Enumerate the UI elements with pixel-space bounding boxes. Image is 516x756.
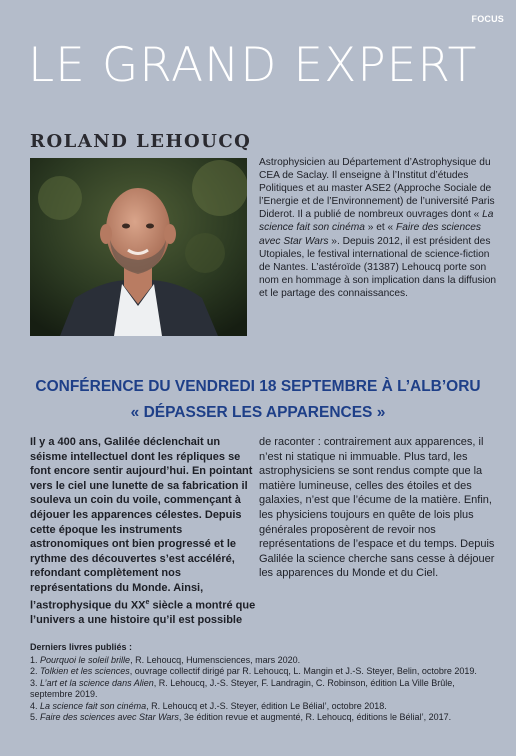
book-number: 5. [30,712,41,722]
recent-books-list [30,642,496,724]
article-column-right: de raconter : contrairement aux apparences, il n’est ni statique ni immuable. Plus tard, les astrophysiciens se sont rendus compte que la matière lumineuse, celles des étoiles et des galaxies, n’est que l’écume de la matière. Enfin, les physiciens toujours en quête de lois plus générales proposèrent de revoir nos représentations de l’espace et du temps. Depuis Galilée la science cherche sans cesse à déjouer les apparences du Monde et du Ciel. [259,436,495,580]
article-column-left [30,435,258,627]
book-item [30,701,496,713]
conference-title [0,374,516,426]
bio-segment: » et « [364,222,397,234]
book-title: Tolkien et les sciences [40,666,130,676]
bio-text [259,156,502,300]
book-details: , 3e édition revue et augmenté, R. Lehoucq, éditions le Bélial’, 2017. [178,712,452,722]
article-lead-tail: siècle a montré que l’univers a une histoire qu’il est possible [30,599,256,626]
conference-name-line: « DÉPASSER LES APPARENCES » [130,404,386,421]
book-number: 3. [30,677,41,688]
book-title: La science fait son cinéma [40,700,147,711]
book-details: , R. Lehoucq, Humensciences, mars 2020. [130,654,301,665]
book-number: 4. [30,700,41,711]
bio-book-title: La science fait son cinéma [259,209,494,234]
article-lead-text: Il y a 400 ans, Galilée déclenchait un séisme intellectuel dont les répliques se font encore sentir aujourd’hui. En pointant vers le ciel une lunette de sa fabrication il souleva un coin du voile, commençant à déjouer les apparences célestes. Depuis cette époque les instruments astronomiques ont bien progressé et le rythme des découvertes s’est accéléré, refondant complètement nos représentations du Monde. Ainsi, l’astrophysique du XX [30,436,253,612]
books-items [30,655,496,724]
portrait-photo [30,158,247,336]
books-heading: Derniers livres publiés : [30,642,133,652]
book-title: L’art et la science dans Alien [40,677,154,688]
section-tag: FOCUS [471,14,504,24]
book-details: , ouvrage collectif dirigé par R. Lehoucq, L. Mangin et J.-S. Steyer, Belin, octobre 2019. [129,666,477,676]
book-item [30,678,496,701]
person-name: ROLAND LEHOUCQ [30,131,252,152]
book-number: 2. [30,666,41,676]
portrait-image [30,158,247,336]
bio-book-title: Faire des sciences avec Star Wars [259,222,481,247]
book-title: Faire des sciences avec Star Wars [40,712,179,722]
bio-segment: Astrophysicien au Département d’Astrophysique du CEA de Saclay. Il enseigne à l’Institut d’études Politiques et au master ASE2 (Approche Sociale de l’Energie et de l’Environnement) de l’université Paris Diderot. Il a publié de nombreux ouvrages dont « [259,157,495,221]
bio-segment: ». Depuis 2012, il est président des Utopiales, le festival international de science-fiction de Nantes. L’astéroïde (31387) Lehoucq porte son nom en hommage à son implication dans la diffusion et le partage des connaissances. [259,235,497,299]
book-item [30,655,496,667]
book-item [30,712,496,724]
book-title: Pourquoi le soleil brille [40,654,131,665]
book-item [30,666,496,678]
page-title: LE GRAND EXPERT [28,38,478,93]
century-superscript: e [145,598,150,606]
book-number: 1. [30,654,41,665]
conference-date-line: CONFÉRENCE DU VENDREDI 18 SEPTEMBRE À L’ALB’ORU [35,378,481,395]
book-details: , R. Lehoucq et J.-S. Steyer, édition Le Bélial’, octobre 2018. [146,700,387,711]
book-details: , R. Lehoucq, J.-S. Steyer, F. Landragin, C. Robinson, édition La Ville Brûle, septembre 2019. [30,677,455,699]
